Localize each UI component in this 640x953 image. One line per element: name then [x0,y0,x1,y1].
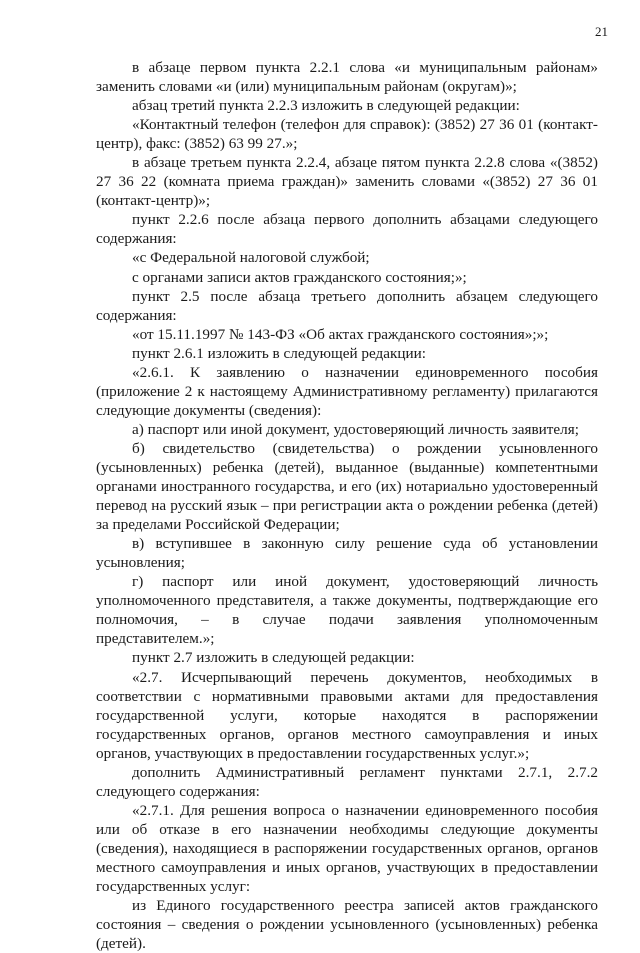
paragraph: дополнить Административный регламент пунктами 2.7.1, 2.7.2 следующего содержания: [96,763,598,800]
paragraph: «от 15.11.1997 № 143-ФЗ «Об актах гражданского состояния»;»; [132,325,549,343]
paragraph: пункт 2.5 после абзаца третьего дополнить абзацем следующего содержания: [96,287,598,324]
document-body [96,58,598,953]
paragraph: в абзаце первом пункта 2.2.1 слова «и муниципальным районам» заменить словами «и (или) муниципальным районам (округам)»; [96,59,598,96]
paragraph: в) вступившее в законную силу решение суда об установлении усыновления; [96,535,598,572]
page-number: 21 [595,24,608,39]
paragraph: а) паспорт или иной документ, удостоверяющий личность заявителя; [132,420,579,438]
paragraph: пункт 2.2.6 после абзаца первого дополнить абзацами следующего содержания: [96,211,598,248]
paragraph: пункт 2.7 изложить в следующей редакции: [132,649,415,667]
paragraph: г) паспорт или иной документ, удостоверяющий личность уполномоченного представителя, а также документы, подтверждающие его полномочия, – в случае подачи заявления уполномоченным представителем.»; [96,573,598,648]
paragraph: «2.7. Исчерпывающий перечень документов, необходимых в соответствии с нормативными правовыми актами для предоставления государственной услуги, которые находятся в распоряжении государственных органов, органов местного самоуправления и иных органов, участвующих в предоставлении государственных услуг.»; [96,668,598,762]
paragraph: «с Федеральной налоговой службой; [132,249,370,267]
paragraph: абзац третий пункта 2.2.3 изложить в следующей редакции: [132,97,520,115]
paragraph: б) свидетельство (свидетельства) о рождении усыновленного (усыновленных) ребенка (детей), выданное (выданные) компетентными органами иностранного государства, и его (их) нотариально удостоверенный перевод на русский язык – при регистрации акта о рождении ребенка (детей) за пределами Российской Федерации; [96,439,598,534]
paragraph: «2.7.1. Для решения вопроса о назначении единовременного пособия или об отказе в его назначении необходимы следующие документы (сведения), находящиеся в распоряжении государственных органов, органов местного самоуправления и иных органов, участвующих в предоставлении государственных услуг: [96,801,598,896]
paragraph: пункт 2.6.1 изложить в следующей редакции: [132,344,426,362]
paragraph: «Контактный телефон (телефон для справок): (3852) 27 36 01 (контакт-центр), факс: (3852) 63 99 27.»; [96,116,598,153]
paragraph: с органами записи актов гражданского состояния;»; [132,268,467,286]
paragraph: из Единого государственного реестра записей актов гражданского состояния – сведения о рождении усыновленного (усыновленных) ребенка (детей). [96,897,598,953]
paragraph: в абзаце третьем пункта 2.2.4, абзаце пятом пункта 2.2.8 слова «(3852) 27 36 22 (комната приема граждан)» заменить словами «(3852) 27 36 01 (контакт-центр)»; [96,154,598,210]
paragraph: «2.6.1. К заявлению о назначении единовременного пособия (приложение 2 к настоящему Административному регламенту) прилагаются следующие документы (сведения): [96,363,598,419]
